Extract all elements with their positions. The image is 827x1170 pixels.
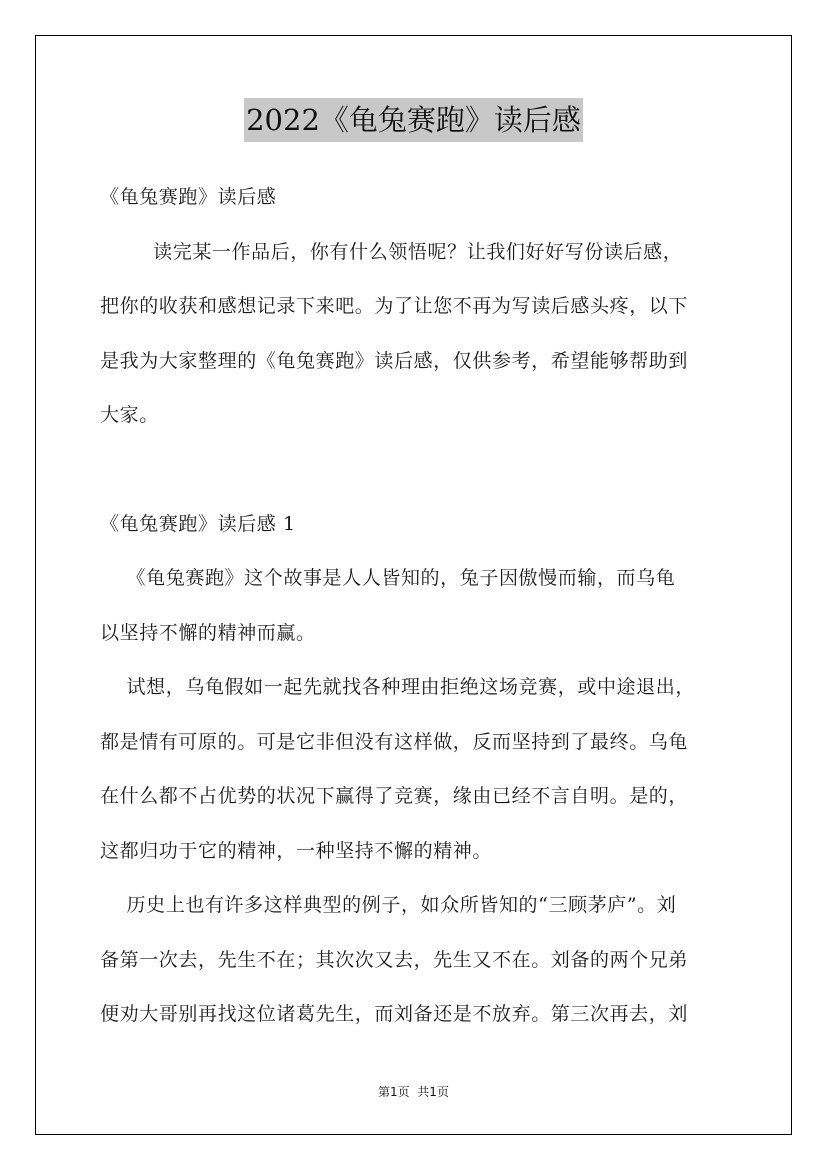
document-title-container — [0, 98, 827, 142]
body-line-2: 以坚持不懈的精神而赢。 — [100, 621, 316, 644]
body-line-8: 备第一次去，先生不在；其次次又去，先生又不在。刘备的两个兄弟 — [100, 948, 689, 971]
paragraph-gap — [100, 443, 740, 497]
page-footer — [0, 1083, 827, 1100]
body-line-9: 便劝大哥别再找这位诸葛先生，而刘备还是不放弃。第三次再去，刘 — [100, 1003, 689, 1025]
intro-line-1: 读完某一作品后，你有什么领悟呢？让我们好好写份读后感， — [100, 240, 683, 263]
document-title: 2022《龟兔赛跑》读后感 — [244, 98, 583, 142]
body-line-4: 都是情有可原的。可是它非但没有这样做，反而坚持到了最终。乌龟 — [100, 730, 689, 753]
document-body — [100, 170, 740, 1042]
intro-line-3: 是我为大家整理的《龟兔赛跑》读后感，仅供参考，希望能够帮助到 — [100, 349, 689, 372]
body-line-6: 这都归功于它的精神，一种坚持不懈的精神。 — [100, 839, 493, 862]
body-line-7: 历史上也有许多这样典型的例子，如众所皆知的“三顾茅庐”。刘 — [100, 894, 677, 916]
section-heading: 《龟兔赛跑》读后感 1 — [100, 512, 296, 535]
body-line-1: 《龟兔赛跑》这个故事是人人皆知的，兔子因傲慢而输，而乌龟 — [100, 567, 676, 589]
intro-line-2: 把你的收获和感想记录下来吧。为了让您不再为写读后感头疼，以下 — [100, 295, 689, 317]
body-line-3: 试想，乌龟假如一起先就找各种理由拒绝这场竞赛，或中途退出， — [100, 676, 695, 698]
intro-line-4: 大家。 — [100, 404, 159, 426]
page-number: 第1页 共1页 — [378, 1085, 449, 1099]
body-line-5: 在什么都不占优势的状况下赢得了竞赛，缘由已经不言自明。是的， — [100, 785, 689, 807]
intro-heading: 《龟兔赛跑》读后感 — [100, 186, 277, 208]
